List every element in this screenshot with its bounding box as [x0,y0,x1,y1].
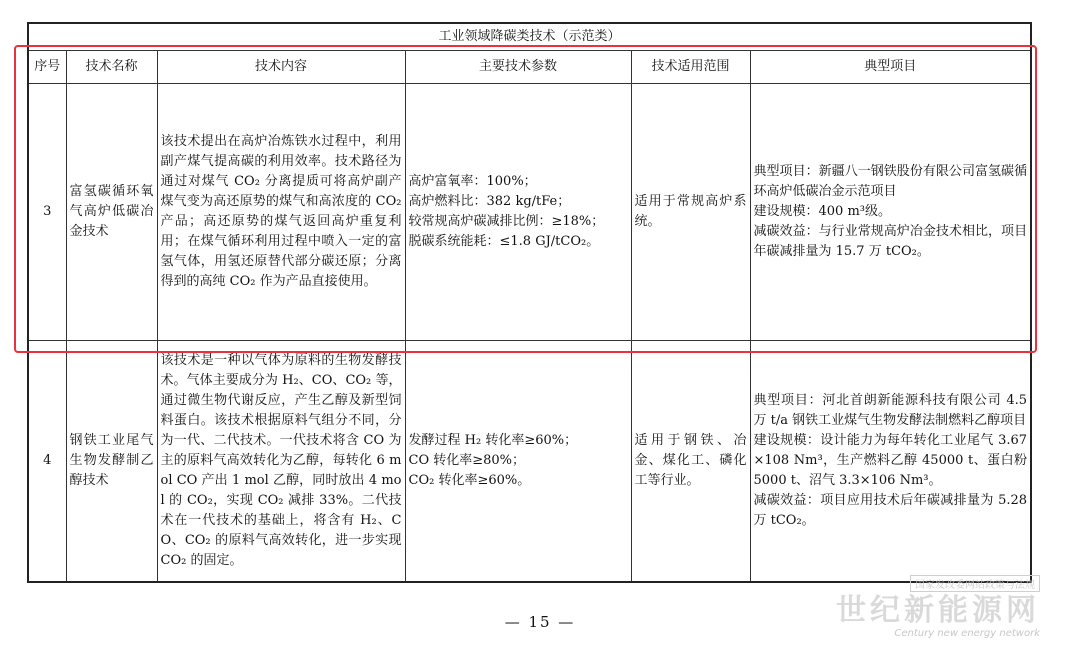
project-line: 建设规模：400 m³级。 [753,204,891,219]
cell-project [750,341,1031,583]
cell-project [750,84,1031,341]
watermark-top: 国家发改委网站政策与法规 [910,575,1040,592]
table-caption: 工业领域降碳类技术（示范类） [28,23,1031,51]
header-params: 主要技术参数 [405,51,631,84]
param-line: 较常规高炉碳减排比例：≥18%； [408,214,605,229]
project-line: 典型项目：新疆八一钢铁股份有限公司富氢碳循环高炉低碳冶金示范项目 [753,164,1028,199]
header-no: 序号 [28,51,66,84]
table-header-row [28,51,1031,84]
table-row [28,341,1031,583]
cell-name: 富氢碳循环氧气高炉低碳冶金技术 [66,84,157,341]
cell-no: 4 [28,341,66,583]
cell-params [405,84,631,341]
header-content: 技术内容 [157,51,405,84]
cell-content: 该技术是一种以气体为原料的生物发酵技术。气体主要成分为 H₂、CO、CO₂ 等，通过微生物代谢反应，产生乙醇及新型饲料蛋白。该技术根据原料气组分不同，分为一代、二代技术。一代技术将含 CO 为主的原料气高效转化为乙醇，每转化 6 mol CO 产出 1 mol 乙醇，同时放出 4 mol 的 CO₂，实现 CO₂ 减排 33%。二代技术在一代技术的基础上，将含有 H₂、CO、CO₂ 的原料气高效转化，进一步实现 CO₂ 的固定。 [157,341,405,583]
param-line: CO 转化率≥80%； [408,453,526,468]
cell-name: 钢铁工业尾气生物发酵制乙醇技术 [66,341,157,583]
cell-no: 3 [28,84,66,341]
cell-content: 该技术提出在高炉冶炼铁水过程中，利用副产煤气提高碳的利用效率。技术路径为通过对煤气 CO₂ 分离提质可将高炉副产煤气变为高还原势的煤气和高浓度的 CO₂ 产品；高还原势的煤气返回高炉重复利用；在煤气循环利用过程中喷入一定的富氢气体，用氢还原替代部分碳还原；分离得到的高纯 CO₂ 作为产品直接使用。 [157,84,405,341]
cell-scope: 适用于常规高炉系统。 [631,84,750,341]
table-caption-row [28,23,1031,51]
param-line: 发酵过程 H₂ 转化率≥60%； [408,433,578,448]
project-line: 建设规模：设计能力为每年转化工业尾气 3.67×108 Nm³，生产燃料乙醇 45000 t、蛋白粉 5000 t、沼气 3.3×106 Nm³。 [753,433,1028,488]
param-line: 高炉富氧率：100%； [408,174,537,189]
watermark [820,573,1040,639]
header-project: 典型项目 [750,51,1031,84]
watermark-logo: 世纪新能源网 [836,593,1040,628]
technology-table [27,22,1032,583]
header-scope: 技术适用范围 [631,51,750,84]
header-name: 技术名称 [66,51,157,84]
cell-scope: 适用于钢铁、冶金、煤化工、磷化工等行业。 [631,341,750,583]
project-line: 典型项目：河北首朗新能源科技有限公司 4.5 万 t/a 钢铁工业煤气生物发酵法制燃料乙醇项目 [753,393,1028,428]
param-line: CO₂ 转化率≥60%。 [408,473,531,488]
project-line: 减碳效益：项目应用技术后年碳减排量为 5.28 万 tCO₂。 [753,493,1028,528]
table-row [28,84,1031,341]
project-line: 减碳效益：与行业常规高炉冶金技术相比，项目年碳减排量为 15.7 万 tCO₂。 [753,224,1028,259]
param-line: 脱碳系统能耗：≤1.8 GJ/tCO₂。 [408,234,600,249]
cell-params [405,341,631,583]
watermark-subtitle: Century new energy network [894,628,1040,639]
param-line: 高炉燃料比：382 kg/tFe； [408,194,571,209]
page-number: — 15 — [504,613,576,631]
